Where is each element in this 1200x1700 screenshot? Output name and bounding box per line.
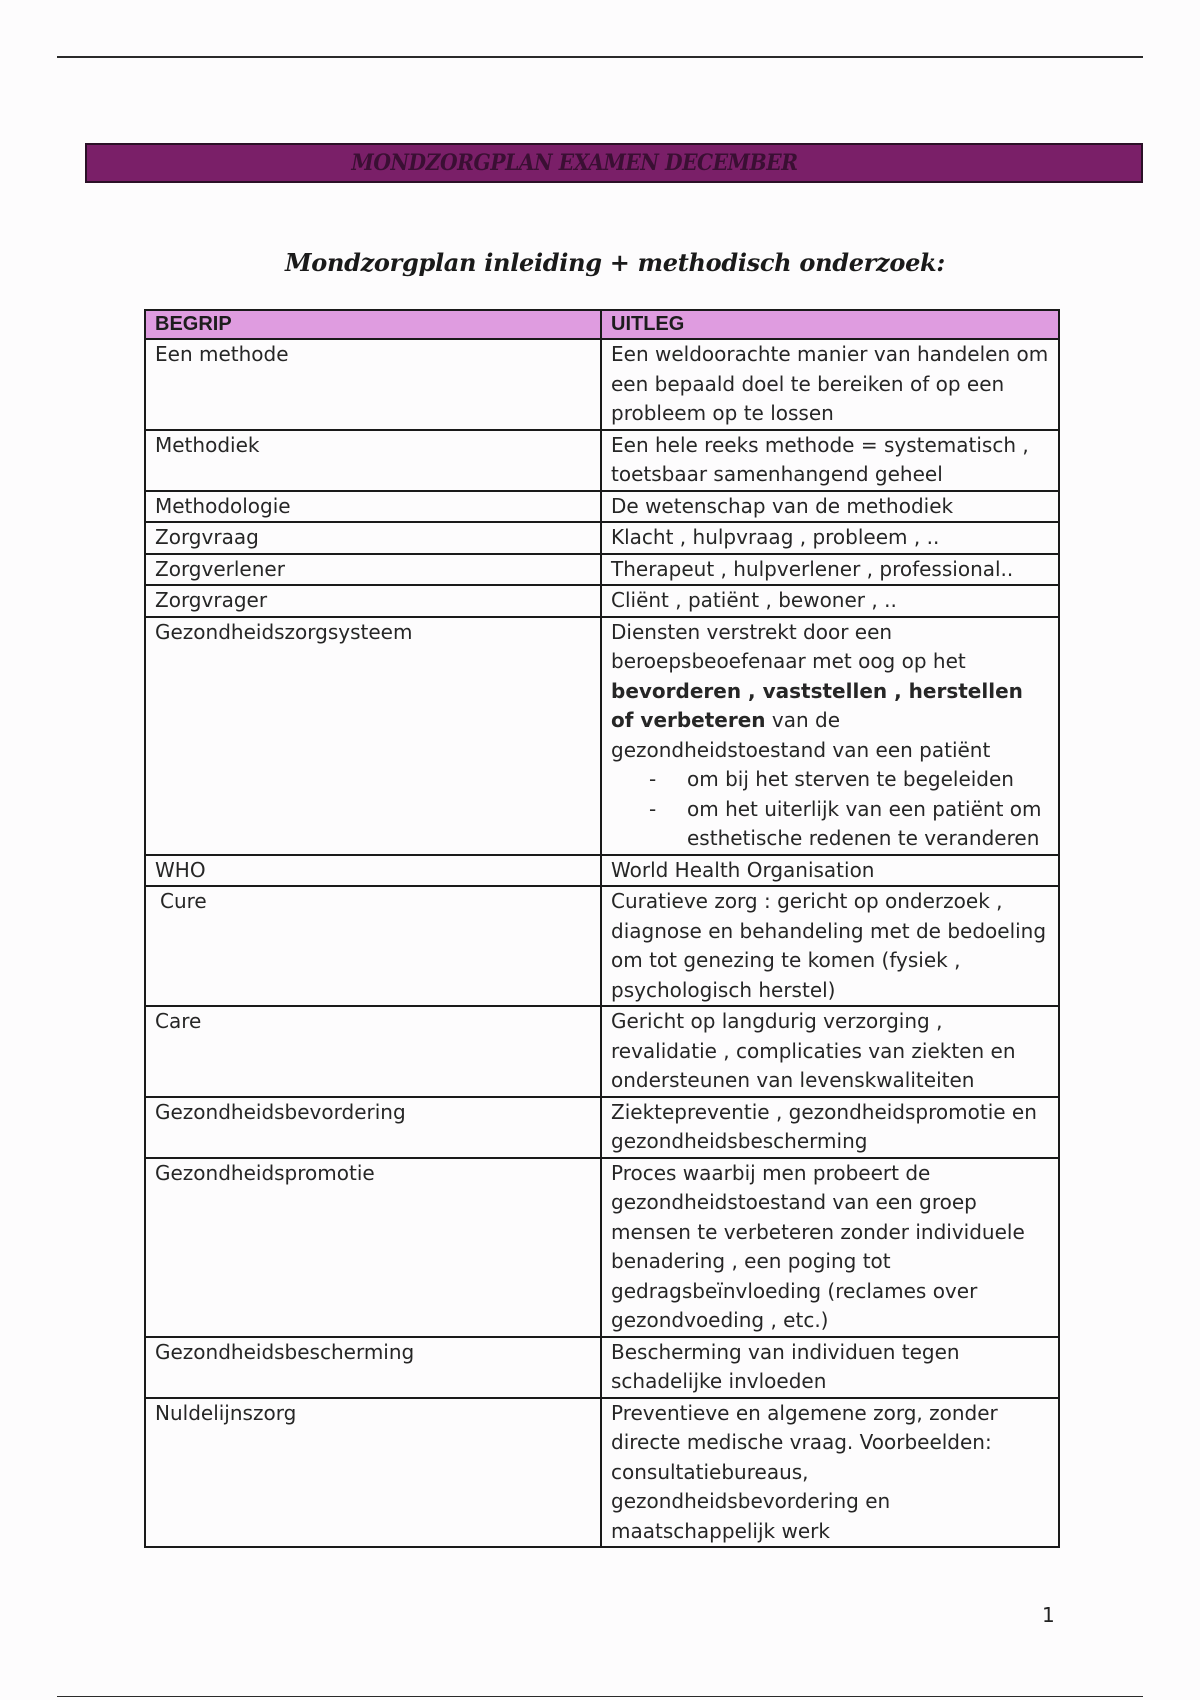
table-row <box>145 1097 1059 1158</box>
explanation-cell: World Health Organisation <box>601 855 1059 887</box>
table-row <box>145 339 1059 430</box>
explanation-cell: Gericht op langdurig verzorging , revalidatie , complicaties van ziekten en ondersteunen van levenskwaliteiten <box>601 1006 1059 1097</box>
column-header-term: BEGRIP <box>145 310 601 339</box>
term-cell: Care <box>145 1006 601 1097</box>
explanation-cell: Curatieve zorg : gericht op onderzoek , diagnose en behandeling met de bedoeling om tot genezing te komen (fysiek , psychologisch herstel) <box>601 886 1059 1006</box>
list-item: - om het uiterlijk van een patiënt om esthetische redenen te veranderen <box>687 795 1049 854</box>
explanation-cell: Een weldoorachte manier van handelen om een bepaald doel te bereiken of op een probleem op te lossen <box>601 339 1059 430</box>
explanation-cell <box>601 617 1059 855</box>
table-row <box>145 522 1059 554</box>
title-banner <box>85 143 1143 183</box>
table-row <box>145 430 1059 491</box>
header-rule <box>57 56 1143 58</box>
table-row <box>145 1006 1059 1097</box>
table-row <box>145 886 1059 1006</box>
definitions-table <box>144 309 1060 1548</box>
explanation-cell: Proces waarbij men probeert de gezondheidstoestand van een groep mensen te verbeteren zonder individuele benadering , een poging tot gedragsbeïnvloeding (reclames over gezondvoeding , etc.) <box>601 1158 1059 1337</box>
table-row <box>145 1398 1059 1548</box>
section-title: Mondzorgplan inleiding + methodisch onderzoek: <box>285 248 945 277</box>
table-row <box>145 617 1059 855</box>
footer-rule <box>57 1696 1143 1697</box>
explanation-cell: Bescherming van individuen tegen schadelijke invloeden <box>601 1337 1059 1398</box>
term-cell: Zorgverlener <box>145 554 601 586</box>
table-row <box>145 1337 1059 1398</box>
page-number: 1 <box>1042 1603 1055 1627</box>
table-row <box>145 855 1059 887</box>
term-cell: Cure <box>145 886 601 1006</box>
column-header-explanation: UITLEG <box>601 310 1059 339</box>
explanation-emphasis: bevorderen , vaststellen , herstellen of verbeteren <box>611 678 1023 732</box>
explanation-text: Diensten verstrekt door een beroepsbeoefenaar met oog op het <box>611 619 966 673</box>
explanation-cell: Klacht , hulpvraag , probleem , .. <box>601 522 1059 554</box>
explanation-cell: Preventieve en algemene zorg, zonder directe medische vraag. Voorbeelden: consultatiebureaus, gezondheidsbevordering en maatschappelijk werk <box>601 1398 1059 1548</box>
term-cell: WHO <box>145 855 601 887</box>
explanation-cell: De wetenschap van de methodiek <box>601 491 1059 523</box>
bullet-list <box>611 765 1049 854</box>
term-cell: Een methode <box>145 339 601 430</box>
list-item: - om bij het sterven te begeleiden <box>687 765 1049 795</box>
term-cell: Methodologie <box>145 491 601 523</box>
term-cell: Zorgvrager <box>145 585 601 617</box>
explanation-cell: Cliënt , patiënt , bewoner , .. <box>601 585 1059 617</box>
table-row <box>145 585 1059 617</box>
term-cell: Gezondheidsbescherming <box>145 1337 601 1398</box>
table-row <box>145 491 1059 523</box>
table-header-row <box>145 310 1059 339</box>
explanation-cell: Therapeut , hulpverlener , professional.. <box>601 554 1059 586</box>
term-cell: Methodiek <box>145 430 601 491</box>
table-row <box>145 554 1059 586</box>
term-cell: Gezondheidsbevordering <box>145 1097 601 1158</box>
explanation-cell: Een hele reeks methode = systematisch , toetsbaar samenhangend geheel <box>601 430 1059 491</box>
explanation-text: van de gezondheidstoestand van een patiënt <box>611 708 991 762</box>
term-cell: Gezondheidspromotie <box>145 1158 601 1337</box>
table-row <box>145 1158 1059 1337</box>
term-cell: Nuldelijnszorg <box>145 1398 601 1548</box>
term-cell: Gezondheidszorgsysteem <box>145 617 601 855</box>
explanation-cell: Ziektepreventie , gezondheidspromotie en gezondheidsbescherming <box>601 1097 1059 1158</box>
banner-title: MONDZORGPLAN EXAMEN DECEMBER <box>350 150 798 176</box>
term-cell: Zorgvraag <box>145 522 601 554</box>
